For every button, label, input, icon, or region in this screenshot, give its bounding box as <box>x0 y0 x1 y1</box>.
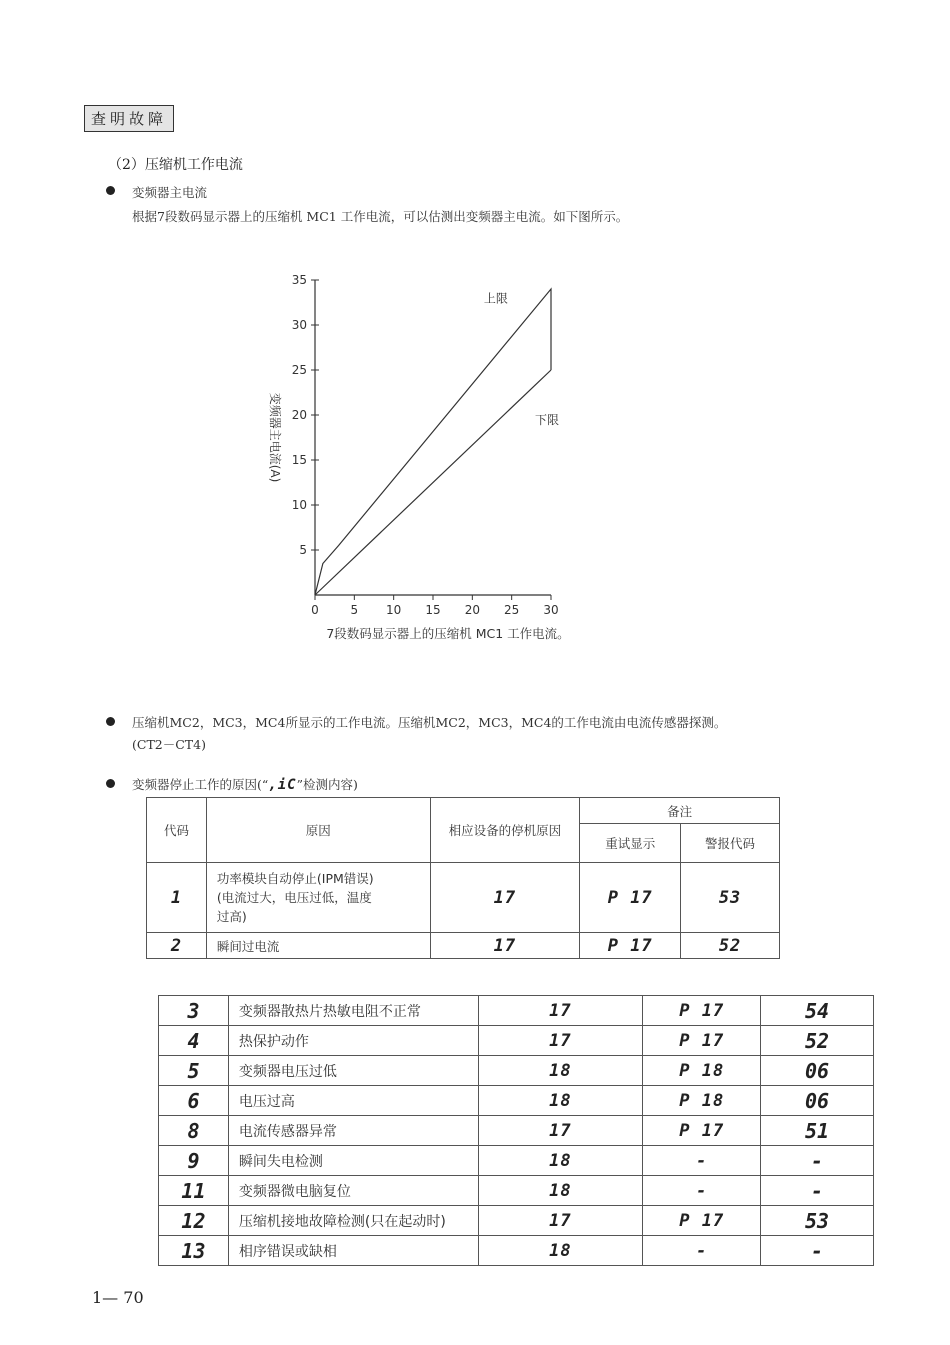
x-tick-label: 0 <box>311 603 319 617</box>
series-line-lower <box>315 370 551 595</box>
bullet3-text <box>132 775 358 793</box>
row-retry: P 17 <box>580 933 681 959</box>
x-tick-label: 5 <box>350 603 359 617</box>
header-device: 相应设备的停机原因 <box>430 798 580 863</box>
row-retry: P 18 <box>643 1086 761 1116</box>
row-reason: 变频器微电脑复位 <box>228 1176 478 1206</box>
row-reason: 变频器散热片热敏电阻不正常 <box>228 996 478 1026</box>
table-row <box>159 1206 874 1236</box>
x-tick-label: 15 <box>425 603 441 617</box>
table-row <box>159 996 874 1026</box>
row-alarm: 53 <box>761 1206 874 1236</box>
row-alarm: - <box>761 1176 874 1206</box>
row-reason <box>206 863 430 933</box>
bullet3-seg-code: ,iC <box>268 777 297 793</box>
row-retry: P 17 <box>643 1026 761 1056</box>
row-code: 4 <box>159 1026 229 1056</box>
bullet2-line2: (CT2－CT4) <box>132 737 206 752</box>
y-tick-label: 30 <box>291 318 307 332</box>
chart-axes <box>315 280 551 595</box>
row-device: 17 <box>478 1116 643 1146</box>
chart-y-label: 变频器主电流(A) <box>268 392 282 483</box>
row-alarm: 52 <box>761 1026 874 1056</box>
row-device: 18 <box>478 1176 643 1206</box>
header-remarks: 备注 <box>580 798 780 824</box>
row-code: 13 <box>159 1236 229 1266</box>
row-code: 1 <box>147 863 207 933</box>
row-alarm: 06 <box>761 1056 874 1086</box>
row-retry: P 17 <box>643 996 761 1026</box>
row-code: 8 <box>159 1116 229 1146</box>
row-alarm: 53 <box>681 863 780 933</box>
header-code: 代码 <box>147 798 207 863</box>
reason-line: (电流过大，电压过低，温度 <box>216 890 372 905</box>
row-device: 17 <box>430 863 580 933</box>
row-alarm: - <box>761 1236 874 1266</box>
table-row <box>159 1056 874 1086</box>
row-retry: - <box>643 1146 761 1176</box>
bullet1-body: 根据7段数码显示器上的压缩机 MC1 工作电流，可以估测出变频器主电流。如下图所示。 <box>132 209 629 224</box>
header-reason: 原因 <box>206 798 430 863</box>
header-retry: 重试显示 <box>580 824 681 863</box>
row-alarm: 51 <box>761 1116 874 1146</box>
row-retry: - <box>643 1236 761 1266</box>
row-code: 3 <box>159 996 229 1026</box>
y-tick-label: 20 <box>291 408 307 422</box>
row-alarm: 54 <box>761 996 874 1026</box>
reason-line: 过高) <box>216 909 247 924</box>
row-device: 17 <box>478 1026 643 1056</box>
row-device: 17 <box>478 1206 643 1236</box>
row-retry: P 18 <box>643 1056 761 1086</box>
row-reason: 变频器电压过低 <box>228 1056 478 1086</box>
row-retry: P 17 <box>643 1116 761 1146</box>
table-row <box>147 863 780 933</box>
row-code: 9 <box>159 1146 229 1176</box>
table-row <box>159 1236 874 1266</box>
bullet3-prefix: 变频器停止工作的原因(“ <box>132 777 269 792</box>
row-alarm: - <box>761 1146 874 1176</box>
chart-x-label: 7段数码显示器上的压缩机 MC1 工作电流。 <box>326 626 570 641</box>
x-tick-label: 20 <box>464 603 480 617</box>
row-device: 18 <box>478 1146 643 1176</box>
reason-line: 功率模块自动停止(IPM错误) <box>216 871 374 886</box>
row-device: 18 <box>478 1086 643 1116</box>
table-row <box>147 933 780 959</box>
bullet-dot <box>106 717 115 726</box>
header-alarm: 警报代码 <box>681 824 780 863</box>
bullet2-line1: 压缩机MC2，MC3，MC4所显示的工作电流。压缩机MC2，MC3，MC4的工作电流由电流传感器探测。 <box>132 715 727 730</box>
row-code: 2 <box>147 933 207 959</box>
y-tick-label: 10 <box>291 498 307 512</box>
table-row <box>159 1146 874 1176</box>
chart-annotation: 下限 <box>535 413 560 427</box>
row-reason: 电流传感器异常 <box>228 1116 478 1146</box>
table-row <box>159 1116 874 1146</box>
table-row <box>159 1086 874 1116</box>
chart-series <box>315 289 551 595</box>
row-device: 18 <box>478 1236 643 1266</box>
row-reason: 电压过高 <box>228 1086 478 1116</box>
x-tick-label: 25 <box>504 603 520 617</box>
y-tick-label: 15 <box>291 453 307 467</box>
current-chart <box>255 265 615 650</box>
x-tick-label: 30 <box>543 603 559 617</box>
bullet1-title: 变频器主电流 <box>132 185 208 200</box>
row-reason: 热保护动作 <box>228 1026 478 1056</box>
row-reason: 瞬间失电检测 <box>228 1146 478 1176</box>
table-row <box>159 1026 874 1056</box>
row-code: 12 <box>159 1206 229 1236</box>
x-tick-label: 10 <box>386 603 402 617</box>
cause-table-top <box>146 797 780 959</box>
series-line-upper <box>315 289 551 595</box>
row-device: 17 <box>478 996 643 1026</box>
bullet-dot <box>106 186 115 195</box>
chart-x-ticks <box>311 595 558 617</box>
cause-table-bottom <box>158 995 874 1266</box>
subheading: （2）压缩机工作电流 <box>108 157 243 173</box>
bullet-dot <box>106 779 115 788</box>
row-reason: 相序错误或缺相 <box>228 1236 478 1266</box>
section-title: 查明故障 <box>84 105 174 132</box>
row-reason: 瞬间过电流 <box>206 933 430 959</box>
y-tick-label: 35 <box>291 273 307 287</box>
bullet3-suffix: ”检测内容) <box>296 777 358 792</box>
table-row <box>159 1176 874 1206</box>
row-retry: - <box>643 1176 761 1206</box>
page-number: 1— 70 <box>92 1288 144 1307</box>
row-code: 5 <box>159 1056 229 1086</box>
row-device: 17 <box>430 933 580 959</box>
y-tick-label: 5 <box>299 543 307 557</box>
row-alarm: 06 <box>761 1086 874 1116</box>
row-alarm: 52 <box>681 933 780 959</box>
row-retry: P 17 <box>643 1206 761 1236</box>
row-reason: 压缩机接地故障检测(只在起动时) <box>228 1206 478 1236</box>
row-code: 6 <box>159 1086 229 1116</box>
row-retry: P 17 <box>580 863 681 933</box>
row-device: 18 <box>478 1056 643 1086</box>
chart-annotation: 上限 <box>483 291 508 306</box>
row-code: 11 <box>159 1176 229 1206</box>
chart-annotations <box>484 291 559 428</box>
y-tick-label: 25 <box>291 363 307 377</box>
